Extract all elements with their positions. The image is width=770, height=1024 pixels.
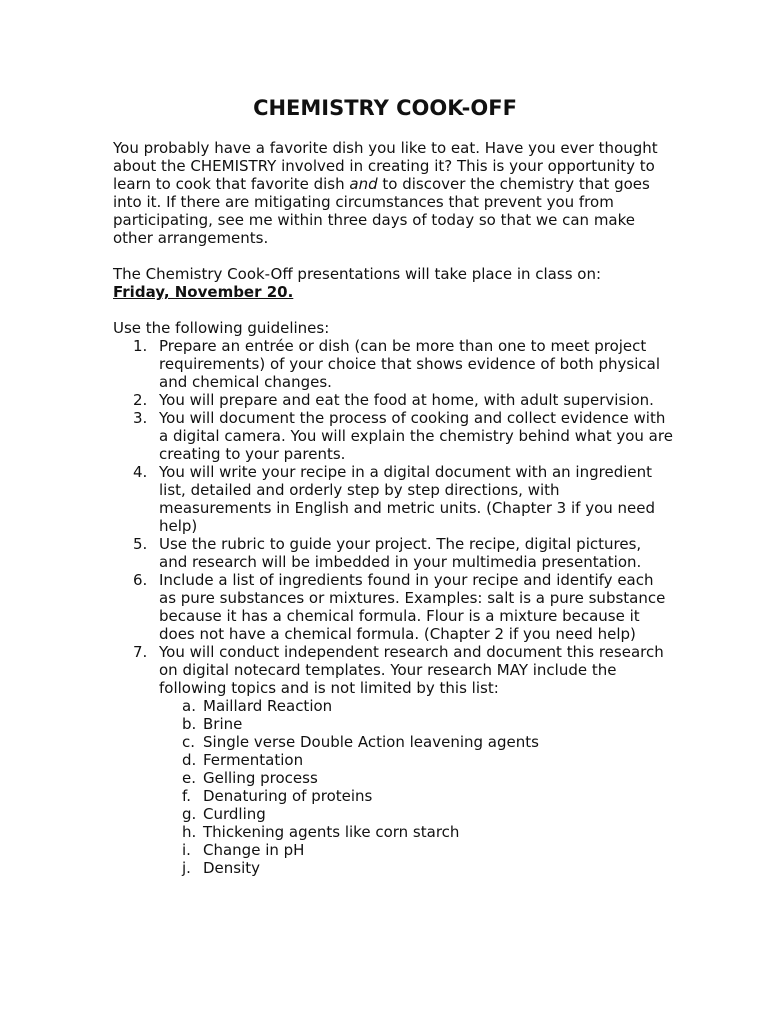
presentation-text: The Chemistry Cook-Off presentations will take place in class on: <box>113 265 602 283</box>
guideline-item <box>113 571 673 643</box>
intro-paragraph <box>113 139 673 247</box>
intro-emphasis: and <box>349 175 378 193</box>
topic-letter: g. <box>182 805 197 823</box>
guideline-text: Use the rubric to guide your project. The recipe, digital pictures, and research will be imbedded in your multimedia presentation. <box>159 535 642 571</box>
topic-letter: f. <box>182 787 191 805</box>
document-body <box>113 139 673 877</box>
guideline-text: You will write your recipe in a digital document with an ingredient list, detailed and orderly step by step directions, with measurements in English and metric units. (Chapter 3 if you need help) <box>159 463 656 535</box>
guideline-item <box>113 535 673 571</box>
topic-letter: h. <box>182 823 197 841</box>
topic-item <box>159 787 673 805</box>
guideline-text: You will document the process of cooking and collect evidence with a digital camera. You will explain the chemistry behind what you are creating to your parents. <box>159 409 673 463</box>
guideline-number: 2. <box>133 391 148 409</box>
guideline-item <box>113 409 673 463</box>
topic-letter: j. <box>182 859 191 877</box>
guideline-item <box>113 391 673 409</box>
topic-text: Denaturing of proteins <box>203 787 373 805</box>
topic-text: Gelling process <box>203 769 318 787</box>
topic-letter: i. <box>182 841 191 859</box>
topic-letter: d. <box>182 751 197 769</box>
guideline-number: 5. <box>133 535 148 553</box>
topic-text: Fermentation <box>203 751 304 769</box>
page-title: CHEMISTRY COOK-OFF <box>253 96 517 120</box>
guideline-number: 6. <box>133 571 148 589</box>
topic-item <box>159 733 673 751</box>
guideline-item <box>113 337 673 391</box>
topic-item <box>159 859 673 877</box>
topic-text: Curdling <box>203 805 266 823</box>
topic-item <box>159 841 673 859</box>
guideline-text: Include a list of ingredients found in your recipe and identify each as pure substances or mixtures. Examples: salt is a pure substance because it has a chemical formula. Flour is a mixture because it does not have a chemical formula. (Chapter 2 if you need help) <box>159 571 666 643</box>
guidelines-list <box>113 337 673 877</box>
guideline-text: You will conduct independent research and document this research on digital notecard templates. Your research MAY include the following topics and is not limited by this list: <box>159 643 664 697</box>
topic-item <box>159 769 673 787</box>
topic-text: Brine <box>203 715 243 733</box>
guideline-number: 3. <box>133 409 148 427</box>
guidelines-heading: Use the following guidelines: <box>113 319 330 337</box>
topic-text: Maillard Reaction <box>203 697 333 715</box>
presentation-paragraph <box>113 265 673 301</box>
topic-item <box>159 715 673 733</box>
topic-item <box>159 805 673 823</box>
topic-text: Single verse Double Action leavening agents <box>203 733 539 751</box>
topic-text: Density <box>203 859 261 877</box>
guideline-text: You will prepare and eat the food at home, with adult supervision. <box>159 391 654 409</box>
intro-text-2: to discover the chemistry that goes into it. If there are mitigating circumstances that prevent you from participating, see me within three days of today so that we can make other arrangements. <box>113 175 650 247</box>
topic-letter: b. <box>182 715 197 733</box>
guideline-number: 7. <box>133 643 148 661</box>
presentation-date: Friday, November 20. <box>113 283 294 301</box>
guideline-item <box>113 643 673 877</box>
guideline-number: 4. <box>133 463 148 481</box>
topic-text: Thickening agents like corn starch <box>203 823 460 841</box>
guideline-number: 1. <box>133 337 148 355</box>
topic-letter: a. <box>182 697 196 715</box>
topic-item <box>159 823 673 841</box>
guideline-text: Prepare an entrée or dish (can be more than one to meet project requirements) of your choice that shows evidence of both physical and chemical changes. <box>159 337 660 391</box>
topic-letter: c. <box>182 733 196 751</box>
topic-letter: e. <box>182 769 196 787</box>
guideline-item <box>113 463 673 535</box>
topic-item <box>159 751 673 769</box>
topic-text: Change in pH <box>203 841 305 859</box>
intro-text-1: You probably have a favorite dish you like to eat. Have you ever thought about the CHEMISTRY involved in creating it? This is your opportunity to learn to cook that favorite dish <box>113 139 658 193</box>
topics-list <box>159 697 673 877</box>
topic-item <box>159 697 673 715</box>
